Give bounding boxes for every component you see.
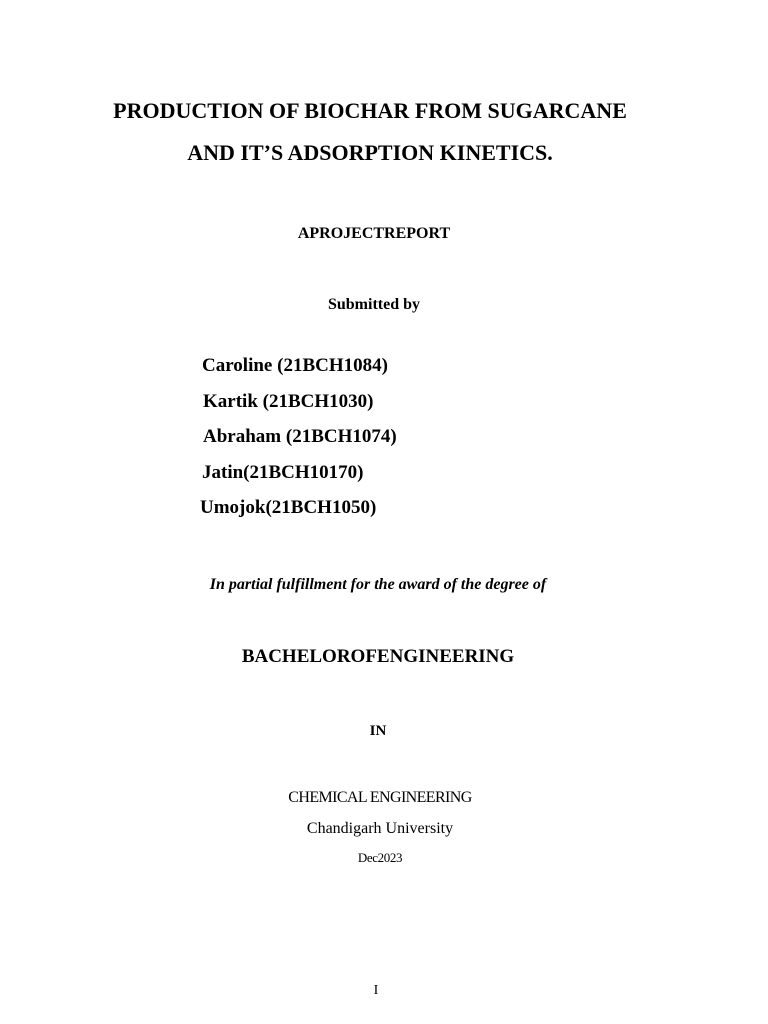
- submitted-by-label: Submitted by: [327, 296, 421, 313]
- member-name: Jatin(21BCH10170): [202, 462, 364, 483]
- in-label: IN: [369, 723, 387, 739]
- member-name: Kartik (21BCH1030): [203, 391, 374, 412]
- member-name: Umojok(21BCH1050): [200, 497, 377, 518]
- submission-date: Dec2023: [357, 850, 403, 865]
- university-name: Chandigarh University: [306, 820, 454, 837]
- report-type: APROJECTREPORT: [297, 225, 451, 242]
- report-title-line-1: PRODUCTION OF BIOCHAR FROM SUGARCANE: [113, 98, 627, 123]
- degree-name: BACHELOROFENGINEERING: [241, 646, 515, 667]
- member-name: Abraham (21BCH1074): [203, 426, 397, 447]
- report-title-line-2: AND IT’S ADSORPTION KINETICS.: [187, 140, 553, 165]
- member-name: Caroline (21BCH1084): [202, 355, 388, 376]
- page-number: I: [373, 983, 379, 998]
- fulfillment-statement: In partial fulfillment for the award of the degree of: [209, 576, 547, 593]
- department-name: CHEMICAL ENGINEERING: [288, 789, 472, 806]
